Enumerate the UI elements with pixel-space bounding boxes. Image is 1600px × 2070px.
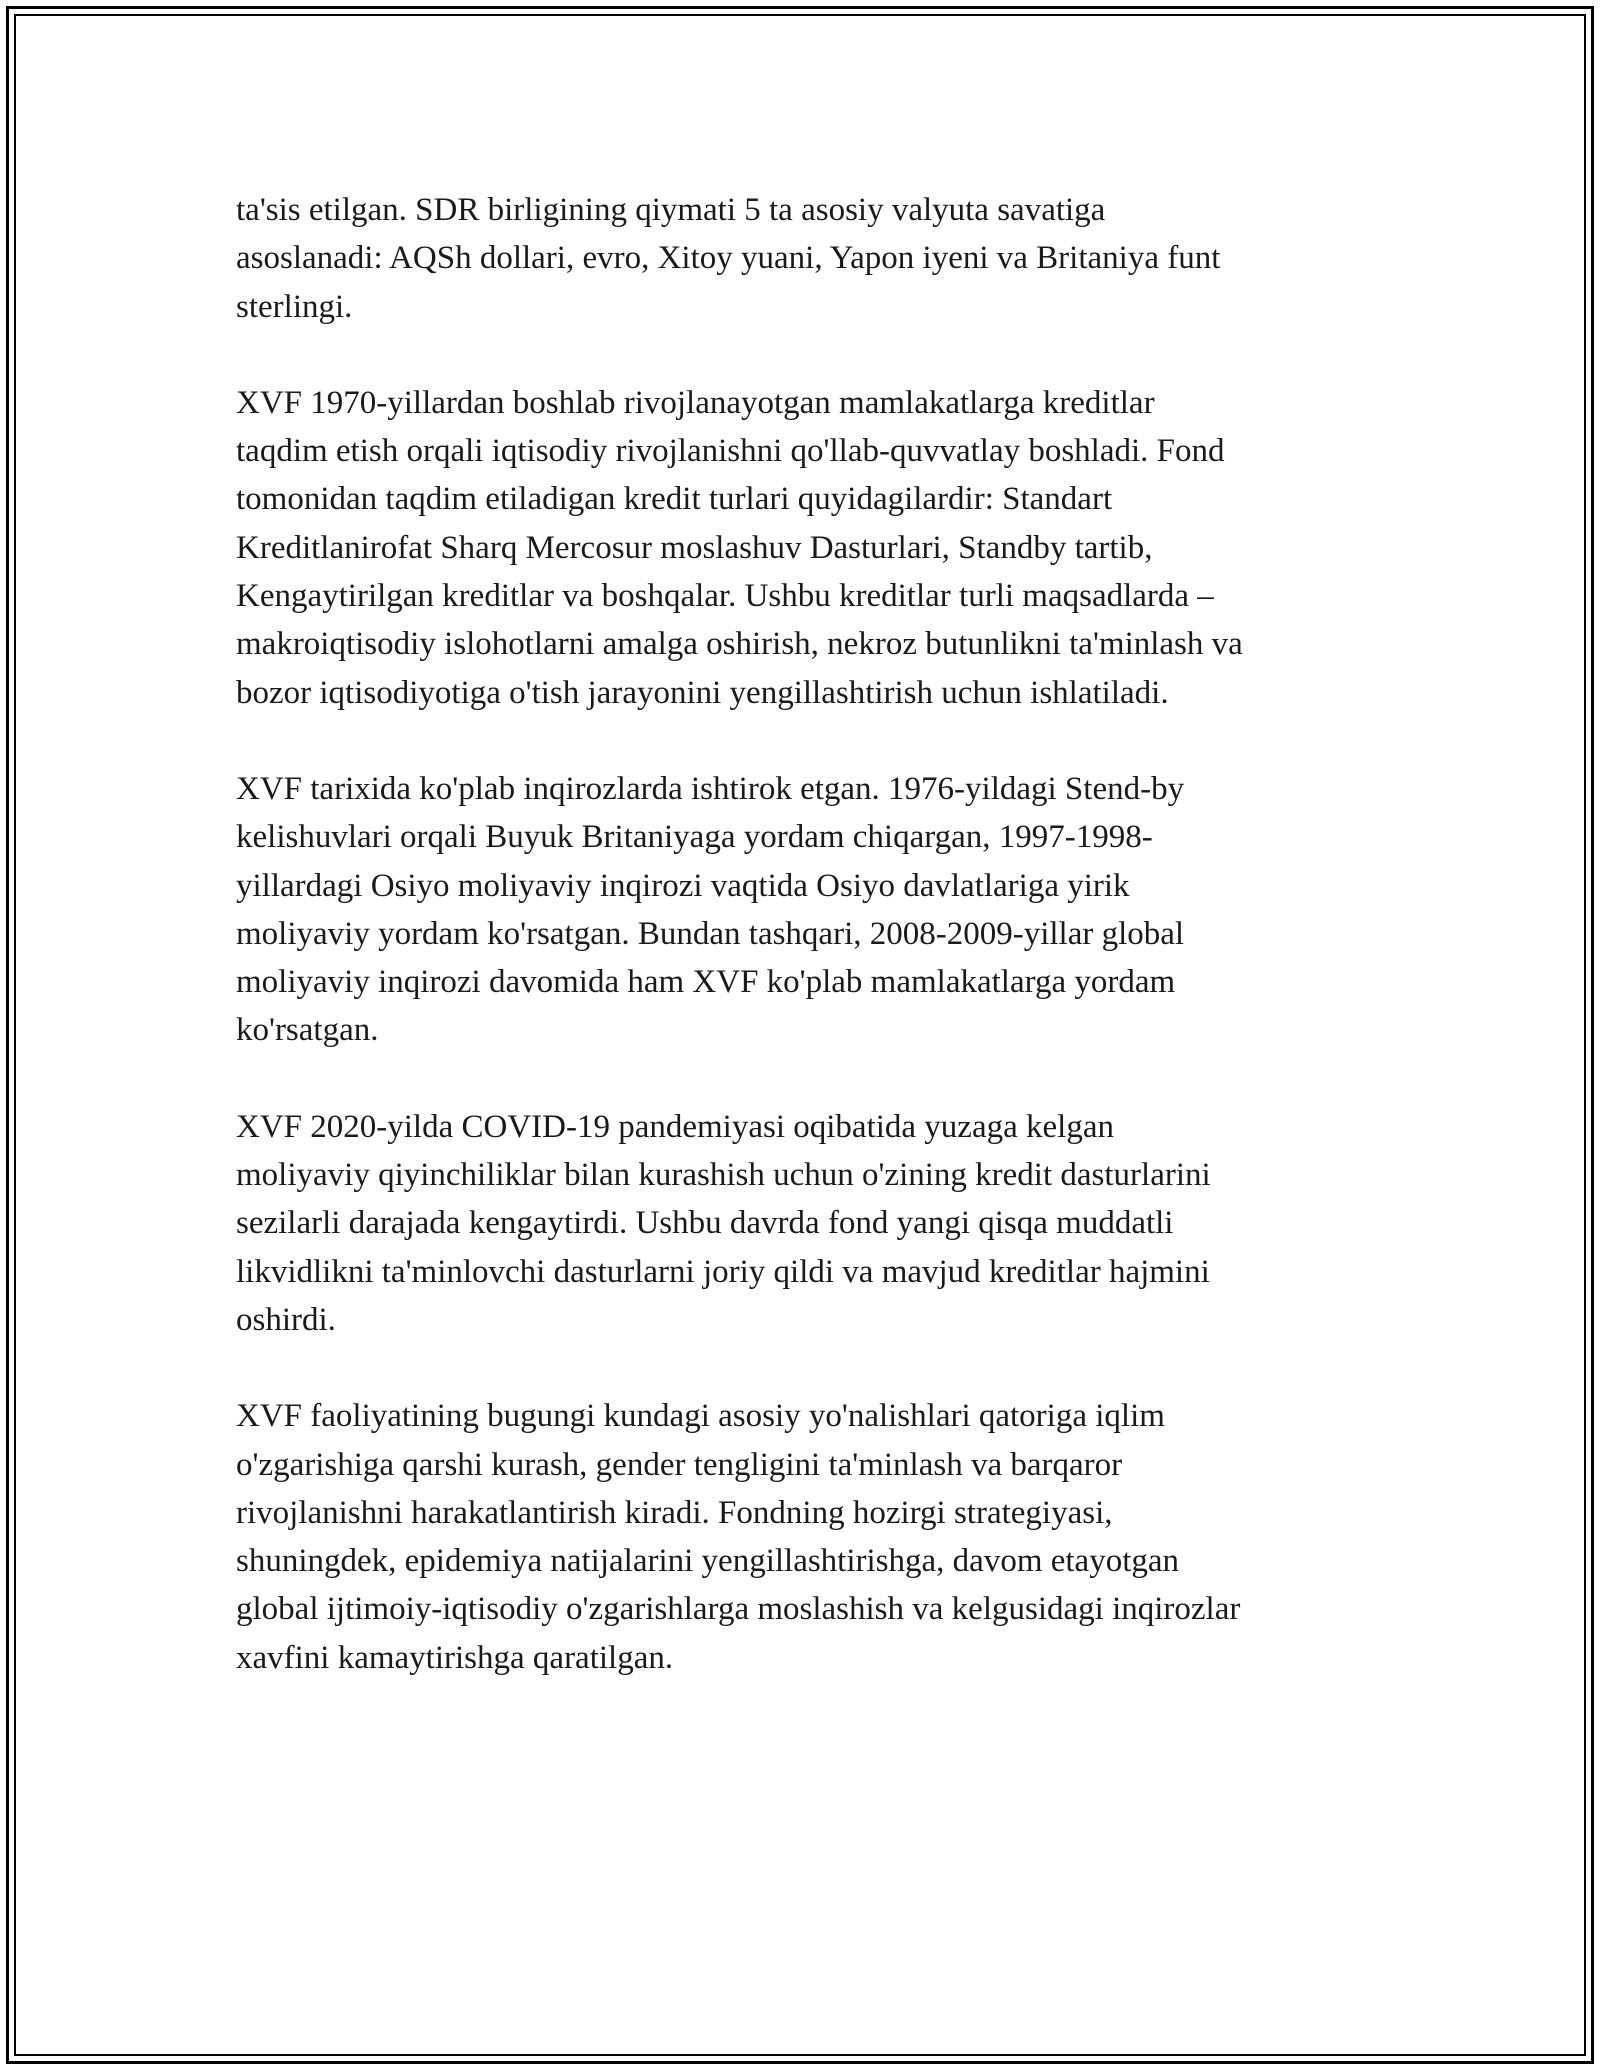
paragraph-covid-response: XVF 2020-yilda COVID-19 pandemiyasi oqibatida yuzaga kelgan moliyaviy qiyinchiliklar bilan kurashish uchun o'zining kredit dasturlarini sezilarli darajada kengaytirdi. Ushbu davrda fond yangi qisqa muddatli likvidlikni ta'minlovchi dasturlarni joriy qildi va mavjud kreditlar hajmini oshirdi. <box>236 1108 1211 1338</box>
paragraph-current-priorities: XVF faoliyatining bugungi kundagi asosiy yo'nalishlari qatoriga iqlim o'zgarishiga qarshi kurash, gender tengligini ta'minlash va barqaror rivojlanishni harakatlantirish kiradi. Fondning hozirgi strategiyasi, shuningdek, epidemiya natijalarini yengillashtirishga, davom etayotgan global ijtimoiy-iqtisodiy o'zgarishlarga moslashish va kelgusidagi inqirozlar xavfini kamaytirishga qaratilgan. <box>236 1398 1241 1676</box>
paragraph-crisis-history: XVF tarixida ko'plab inqirozlarda ishtirok etgan. 1976-yildagi Stend-by kelishuvlari orqali Buyuk Britaniyaga yordam chiqargan, 1997-1998- yillardagi Osiyo moliyaviy inqirozi vaqtida Osiyo davlatlariga yirik moliyaviy yordam ko'rsatgan. Bundan tashqari, 2008-2009-yillar global moliyaviy inqirozi davomida ham XVF ko'plab mamlakatlarga yordam ko'rsatgan. <box>236 770 1185 1049</box>
paragraph-sdr-basket: ta'sis etilgan. SDR birligining qiymati 5 ta asosiy valyuta savatiga asoslanadi: AQSh dollari, evro, Xitoy yuani, Yapon iyeni va Britaniya funt sterlingi. <box>236 192 1221 325</box>
paragraph-credit-types: XVF 1970-yillardan boshlab rivojlanayotgan mamlakatlarga kreditlar taqdim etish orqali iqtisodiy rivojlanishni qo'llab-quvvatlay boshladi. Fond tomonidan taqdim etiladigan kredit turlari quyidagilardir: Standart Kreditlanirofat Sharq Mercosur moslashuv Dasturlari, Standby tartib, Kengaytirilgan kreditlar va boshqalar. Ushbu kreditlar turli maqsadlarda – makroiqtisodiy islohotlarni amalga oshirish, nekroz butunlikni ta'minlash va bozor iqtisodiyotiga o'tish jarayonini yengillashtirish uchun ishlatiladi. <box>236 384 1243 711</box>
document-body <box>236 186 1376 1730</box>
